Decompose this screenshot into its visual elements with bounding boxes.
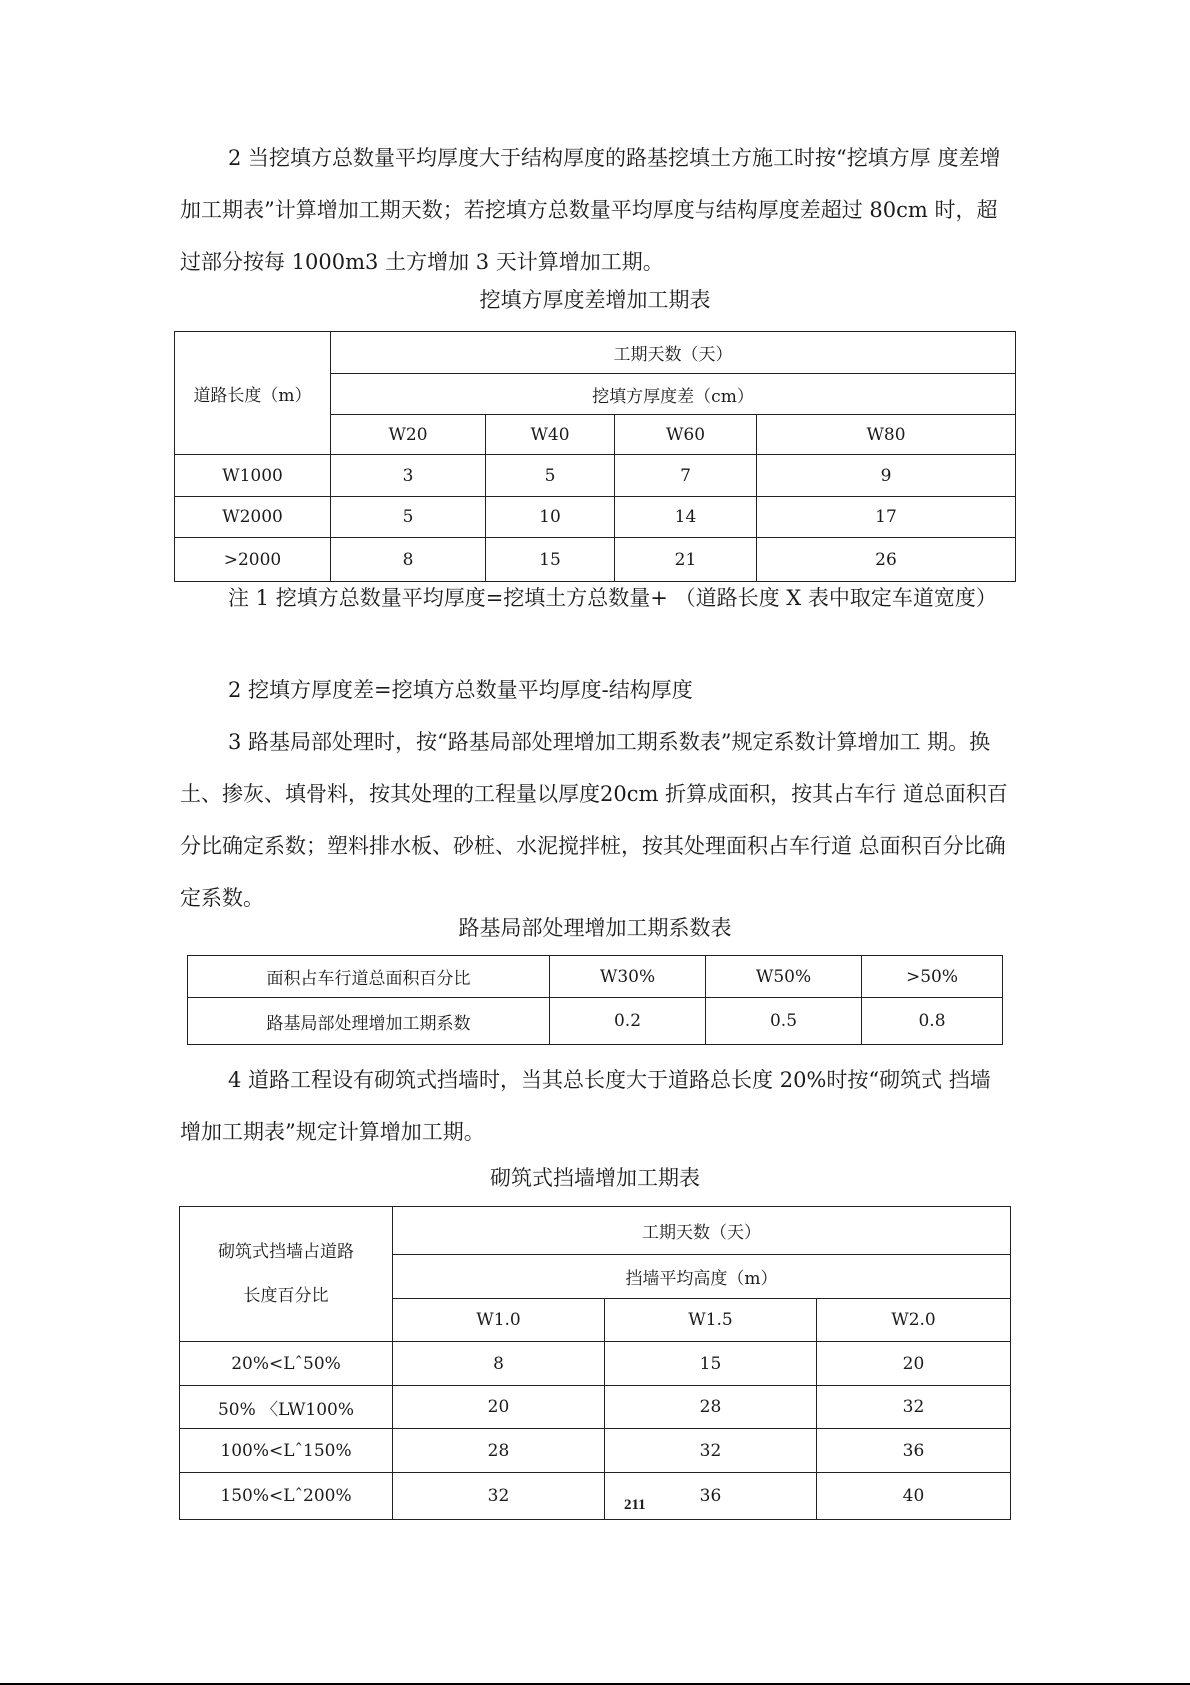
- table3-row-header-line: 砌筑式挡墙占道路: [218, 1242, 354, 1262]
- table3-sub-header: 挡墙平均高度（m）: [393, 1255, 1011, 1299]
- table-cell: 15: [486, 538, 615, 582]
- table-cell: 14: [615, 497, 757, 538]
- row-label: 路基局部处理增加工期系数: [188, 998, 550, 1045]
- row-label: 50% 〈LW100%: [180, 1386, 393, 1429]
- table-row: [180, 1429, 1011, 1473]
- table1-col-header: W80: [757, 415, 1016, 455]
- table1-col-header: W20: [331, 415, 486, 455]
- note-2: 2 挖填方厚度差=挖填方总数量平均厚度-结构厚度: [228, 678, 693, 702]
- table-subgrade-coefficient: [187, 955, 1003, 1045]
- paragraph-4: 4 道路工程设有砌筑式挡墙时，当其总长度大于道路总长度 20%时按“砌筑式 挡墙增加工期表”规定计算增加工期。: [180, 1068, 991, 1144]
- table-cell: 32: [605, 1429, 817, 1473]
- table-cell: 20: [817, 1342, 1011, 1386]
- table3-caption: 砌筑式挡墙增加工期表: [490, 1166, 700, 1190]
- table1-sub-header: 挖填方厚度差（cm）: [331, 374, 1016, 415]
- row-label: >2000: [175, 538, 331, 582]
- table-cell: 0.5: [706, 998, 862, 1045]
- table-cell: 40: [817, 1473, 1011, 1520]
- table-cell: 3: [331, 455, 486, 497]
- table-cell: 5: [331, 497, 486, 538]
- table-cell: 17: [757, 497, 1016, 538]
- table-cell: 36: [605, 1473, 817, 1520]
- table3-group-header: 工期天数（天）: [393, 1207, 1011, 1255]
- table1-caption: 挖填方厚度差增加工期表: [479, 288, 711, 312]
- table-cell: 28: [605, 1386, 817, 1429]
- table1-row-header: 道路长度（m）: [175, 332, 331, 455]
- table-cell: >50%: [862, 956, 1003, 998]
- table-row: [175, 497, 1016, 538]
- row-label: 面积占车行道总面积百分比: [188, 956, 550, 998]
- row-label: W2000: [175, 497, 331, 538]
- table-row: [180, 1473, 1011, 1520]
- table-cell: W30%: [550, 956, 706, 998]
- table-cell: W50%: [706, 956, 862, 998]
- row-label: W1000: [175, 455, 331, 497]
- table-cell: 26: [757, 538, 1016, 582]
- page-number: 211: [624, 1497, 646, 1513]
- table1-col-header: W60: [615, 415, 757, 455]
- paragraph-2: 2 当挖填方总数量平均厚度大于结构厚度的路基挖填土方施工时按“挖填方厚 度差增加工期表”计算增加工期天数；若挖填方总数量平均厚度与结构厚度差超过 80cm 时，超过部分按每 1000m3 土方增加 3 天计算增加工期。: [180, 146, 1001, 274]
- table3-col-header: W1.5: [605, 1299, 817, 1342]
- table-cell: 8: [393, 1342, 605, 1386]
- table-cell: 10: [486, 497, 615, 538]
- table-cell: 21: [615, 538, 757, 582]
- table3-col-header: W1.0: [393, 1299, 605, 1342]
- table-row: [180, 1342, 1011, 1386]
- table-cell: 7: [615, 455, 757, 497]
- table-row: [175, 455, 1016, 497]
- table3-row-header: [180, 1207, 393, 1342]
- table-cell: 20: [393, 1386, 605, 1429]
- table2-caption: 路基局部处理增加工期系数表: [458, 916, 732, 940]
- row-label: 20%<Lˆ50%: [180, 1342, 393, 1386]
- table-row: [188, 998, 1003, 1045]
- table-cell: 28: [393, 1429, 605, 1473]
- table-cell: 15: [605, 1342, 817, 1386]
- table-retaining-wall: [179, 1206, 1011, 1520]
- table1-col-header: W40: [486, 415, 615, 455]
- row-label: 150%<Lˆ200%: [180, 1473, 393, 1520]
- table3-col-header: W2.0: [817, 1299, 1011, 1342]
- table-excavation-thickness: [174, 331, 1016, 582]
- table-row: [180, 1386, 1011, 1429]
- note-1: 注 1 挖填方总数量平均厚度=挖填土方总数量+ （道路长度 X 表中取定车道宽度）: [228, 586, 997, 610]
- table-cell: 0.8: [862, 998, 1003, 1045]
- table-cell: 32: [393, 1473, 605, 1520]
- row-label: 100%<Lˆ150%: [180, 1429, 393, 1473]
- table-cell: 9: [757, 455, 1016, 497]
- table1-group-header: 工期天数（天）: [331, 332, 1016, 374]
- table-cell: 36: [817, 1429, 1011, 1473]
- table3-row-header-line: 长度百分比: [243, 1286, 329, 1306]
- table-cell: 5: [486, 455, 615, 497]
- paragraph-3: 3 路基局部处理时，按“路基局部处理增加工期系数表”规定系数计算增加工 期。换土、掺灰、填骨料，按其处理的工程量以厚度20cm 折算成面积，按其占车行 道总面积百分比确定系数；塑料排水板、砂桩、水泥搅拌桩，按其处理面积占车行道 总面积百分比确定系数。: [180, 730, 1008, 910]
- table-cell: 32: [817, 1386, 1011, 1429]
- table-cell: 0.2: [550, 998, 706, 1045]
- table-cell: 8: [331, 538, 486, 582]
- table-row: [188, 956, 1003, 998]
